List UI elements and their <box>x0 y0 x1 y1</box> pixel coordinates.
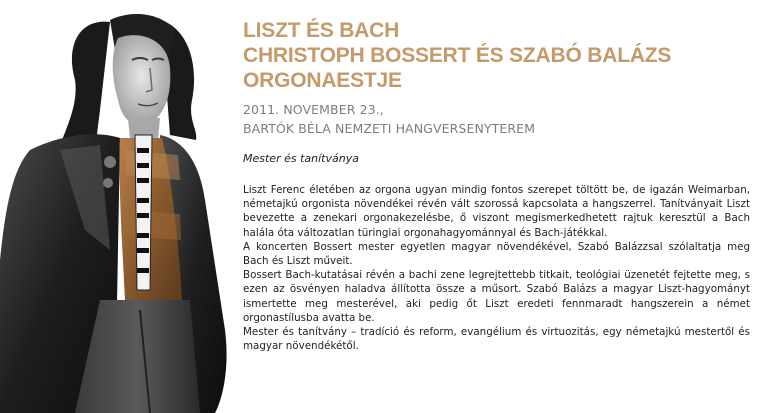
event-info <box>243 100 535 138</box>
title-line-3: ORGONAESTJE <box>243 69 402 92</box>
paragraph: Mester és tanítvány – tradíció és reform, evangélium és virtuozitás, egy németajkú mestertől és magyar növendékétől. <box>243 326 750 353</box>
liszt-portrait-image <box>0 0 236 413</box>
paragraph: Liszt Ferenc életében az orgona ugyan mindig fontos szerepet töltött be, de igazán Weimarban, németajkú orgonista növendékei révén vált szorossá kapcsolata a hangszerrel. Tanítványait Liszt bevezette a zenekari orgonakezelésbe, ő viszont megismerkedhetett rajtuk keresztül a Bach halála óta változatlan türingiai orgonahagyománnyal és Bach-játékkal. <box>243 184 750 239</box>
article-body <box>243 183 750 353</box>
piano-tie-icon <box>135 135 152 290</box>
paragraph: A koncerten Bossert mester egyetlen magyar növendékével, Szabó Balázzsal szólaltatja meg Bach és Liszt műveit. <box>243 240 750 268</box>
title-line-2: CHRISTOPH BOSSERT ÉS SZABÓ BALÁZS <box>243 44 672 67</box>
event-date: 2011. NOVEMBER 23., <box>243 102 384 117</box>
event-venue: BARTÓK BÉLA NEMZETI HANGVERSENYTEREM <box>243 121 536 136</box>
paragraph: Bossert Bach-kutatásai révén a bachi zene legrejtettebb titkait, teológiai üzenetét fejtette meg, s ezen az ösvényen haladva állította össze a műsort. Szabó Balázs a magyar Liszt-hagyományt ismertette meg mesterével, aki pedig őt Liszt eredeti fennmaradt hangszerein a német orgonastílusba avatta be. <box>243 269 750 324</box>
title-line-1: LISZT ÉS BACH <box>243 19 400 42</box>
concert-title <box>243 18 671 93</box>
article-subtitle: Mester és tanítványa <box>243 152 359 165</box>
